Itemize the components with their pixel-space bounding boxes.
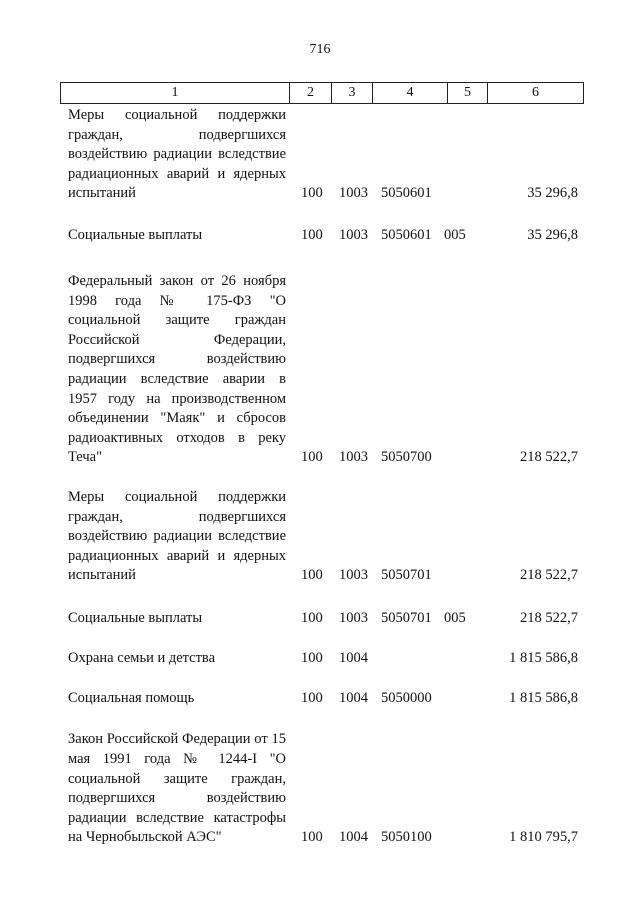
row-code-2: 100 <box>301 829 323 846</box>
row-amount: 1 810 795,7 <box>509 829 578 846</box>
row-code-3: 1004 <box>339 650 368 667</box>
row-code-2: 100 <box>301 610 323 627</box>
row-code-4: 5050700 <box>381 449 432 466</box>
row-amount: 218 522,7 <box>520 567 578 584</box>
row-code-5: 005 <box>444 227 466 244</box>
row-code-2: 100 <box>301 185 323 202</box>
row-name: Социальные выплаты <box>68 227 203 244</box>
header-col-4: 4 <box>373 83 448 103</box>
page-number: 716 <box>309 42 331 57</box>
row-code-4: 5050100 <box>381 829 432 846</box>
row-amount: 1 815 586,8 <box>509 690 578 707</box>
header-col-3: 3 <box>332 83 373 103</box>
header-col-6: 6 <box>532 85 539 100</box>
row-name: Социальные выплаты <box>68 610 203 627</box>
row-name: Охрана семьи и детства <box>68 650 216 667</box>
row-amount: 1 815 586,8 <box>509 650 578 667</box>
row-code-3: 1003 <box>339 449 368 466</box>
table-row <box>0 273 640 468</box>
header-col-2: 2 <box>290 83 332 103</box>
row-code-5: 005 <box>444 610 466 627</box>
row-code-2: 100 <box>301 650 323 667</box>
row-name: Закон Российской Федерации от 15 мая 1991 года № 1244-I "О социальной защите граждан, подвергшихся воздействию радиации вследствие катастрофы на Чернобыльской АЭС" <box>68 731 286 846</box>
table-row <box>0 107 640 204</box>
row-code-3: 1004 <box>339 829 368 846</box>
row-name: Социальная помощь <box>68 690 195 707</box>
row-amount: 35 296,8 <box>527 227 578 244</box>
row-code-3: 1003 <box>339 610 368 627</box>
row-code-3: 1003 <box>339 567 368 584</box>
row-name: Меры социальной поддержки граждан, подвергшихся воздействию радиации вследствие радиационных аварий и ядерных испытаний <box>68 489 286 584</box>
row-name: Федеральный закон от 26 ноября 1998 года № 175-ФЗ "О социальной защите граждан Российской Федерации, подвергшихся воздействию радиации вследствие аварии в 1957 году на производственном объединении "Маяк" и сбросов радиоактивных отходов в реку Теча" <box>68 273 286 466</box>
row-code-2: 100 <box>301 567 323 584</box>
table-row <box>0 489 640 586</box>
row-amount: 218 522,7 <box>520 610 578 627</box>
row-code-2: 100 <box>301 449 323 466</box>
table-row <box>0 649 640 669</box>
header-col-1: 1 <box>61 83 290 103</box>
row-amount: 218 522,7 <box>520 449 578 466</box>
row-code-4: 5050000 <box>381 690 432 707</box>
table-row <box>0 609 640 629</box>
table-header <box>60 82 584 104</box>
row-code-3: 1003 <box>339 185 368 202</box>
table-row <box>0 689 640 709</box>
row-code-4: 5050601 <box>381 227 432 244</box>
table-row <box>0 731 640 848</box>
row-code-3: 1004 <box>339 690 368 707</box>
row-code-3: 1003 <box>339 227 368 244</box>
row-code-4: 5050701 <box>381 567 432 584</box>
table-row <box>0 226 640 246</box>
row-name: Меры социальной поддержки граждан, подвергшихся воздействию радиации вследствие радиационных аварий и ядерных испытаний <box>68 107 286 202</box>
row-code-2: 100 <box>301 227 323 244</box>
row-code-2: 100 <box>301 690 323 707</box>
row-code-4: 5050701 <box>381 610 432 627</box>
row-code-4: 5050601 <box>381 185 432 202</box>
row-amount: 35 296,8 <box>527 185 578 202</box>
header-col-5: 5 <box>448 83 488 103</box>
